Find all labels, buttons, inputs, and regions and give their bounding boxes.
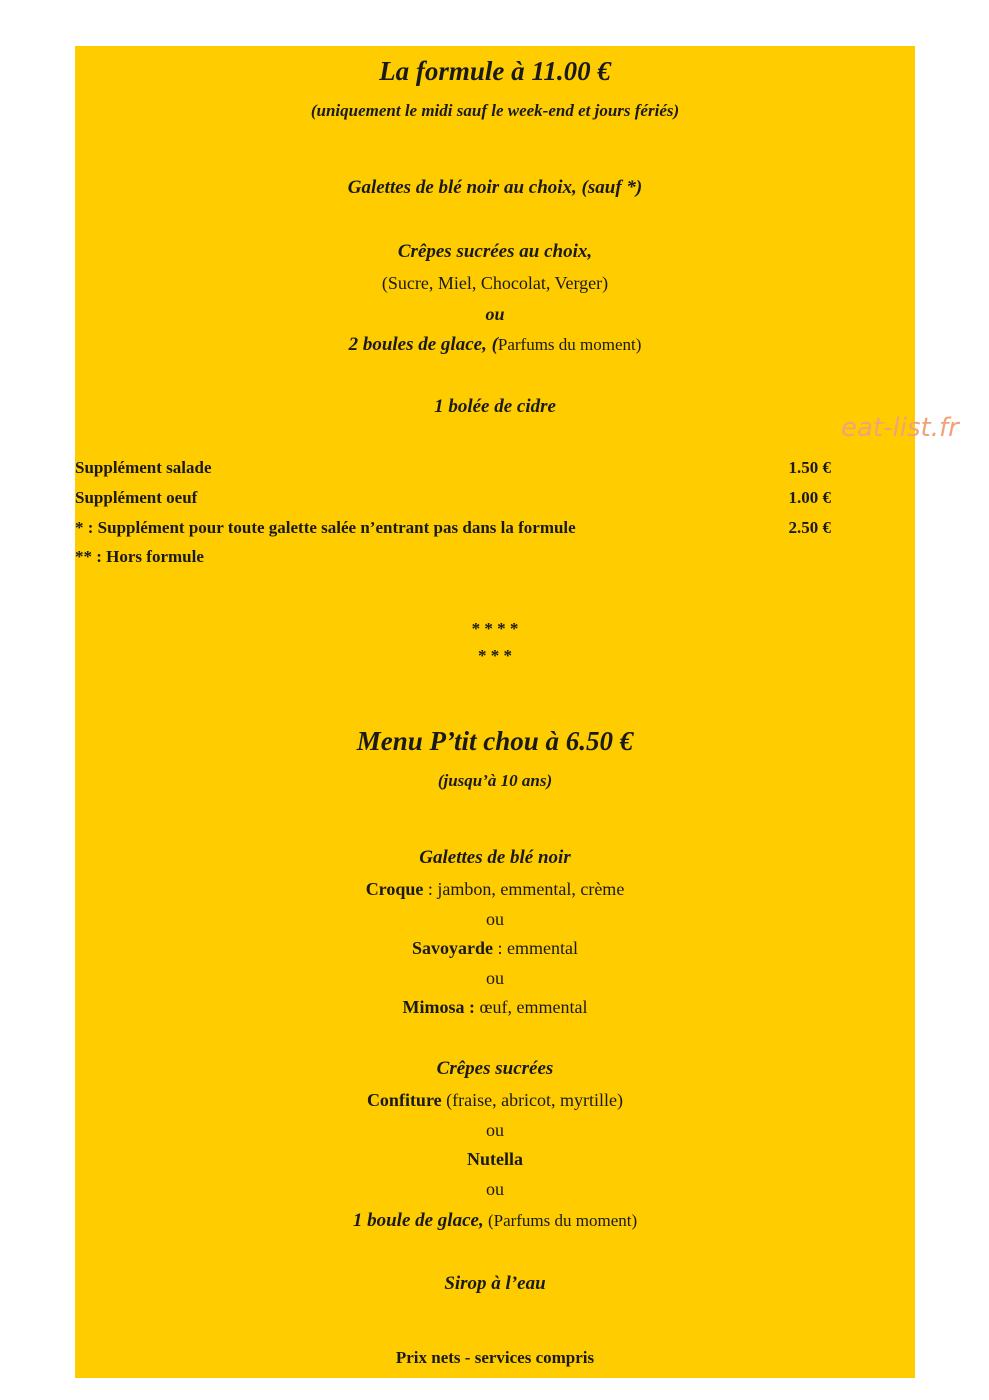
supplement-label: ** : Hors formule xyxy=(75,547,204,566)
formule-glace-rest: Parfums du moment) xyxy=(497,335,642,354)
menu-ou: ou xyxy=(486,1120,504,1140)
supplement-label: Supplément oeuf xyxy=(75,488,198,507)
menu-item-sirop: Sirop à l’eau xyxy=(444,1273,546,1294)
glace-rest: (Parfums du moment) xyxy=(483,1211,638,1230)
menu-item-mimosa xyxy=(75,997,915,1018)
formule-ou: ou xyxy=(485,304,505,324)
confiture-name: Confiture xyxy=(366,1090,442,1110)
menu-enfant-subtitle: (jusqu’à 10 ans) xyxy=(437,771,553,790)
watermark: eat-list.fr xyxy=(841,413,959,443)
croque-name: Croque xyxy=(365,879,424,899)
formule-glace-bold: 2 boules de glace, ( xyxy=(348,334,498,355)
formule-cidre: 1 bolée de cidre xyxy=(434,396,556,417)
formule-subtitle: (uniquement le midi sauf le week-end et jours fériés) xyxy=(310,101,680,120)
supplement-price: 2.50 € xyxy=(788,518,831,537)
supplement-price: 1.50 € xyxy=(788,458,831,477)
mimosa-name: Mimosa : xyxy=(402,997,475,1017)
mimosa-desc: œuf, emmental xyxy=(475,997,588,1017)
menu-item-confiture xyxy=(75,1090,915,1111)
menu-ou: ou xyxy=(486,1179,504,1199)
croque-desc: : jambon, emmental, crème xyxy=(423,879,625,899)
menu-item-nutella: Nutella xyxy=(467,1149,523,1169)
supplement-label: * : Supplément pour toute galette salée n’entrant pas dans la formule xyxy=(75,518,576,537)
menu-item-savoyarde xyxy=(75,938,915,959)
menu-enfant-galettes-title: Galettes de blé noir xyxy=(419,847,571,868)
menu-enfant-title: Menu P’tit chou à 6.50 € xyxy=(356,726,634,756)
menu-enfant-crepes-title: Crêpes sucrées xyxy=(436,1058,554,1079)
supplement-label: Supplément salade xyxy=(75,458,212,477)
menu-ou: ou xyxy=(486,909,504,929)
separator-stars: * * * xyxy=(478,646,512,665)
formule-glace xyxy=(75,334,915,356)
savoyarde-desc: : emmental xyxy=(493,938,578,958)
menu-page xyxy=(75,46,915,1378)
footer-note: Prix nets - services compris xyxy=(395,1348,595,1367)
formule-crepes-options: (Sucre, Miel, Chocolat, Verger) xyxy=(381,273,609,293)
confiture-desc: (fraise, abricot, myrtille) xyxy=(441,1090,624,1110)
menu-item-croque xyxy=(75,879,915,900)
formule-title: La formule à 11.00 € xyxy=(379,56,611,86)
menu-item-glace xyxy=(75,1210,915,1232)
separator-stars: * * * * xyxy=(471,619,519,638)
glace-bold: 1 boule de glace, xyxy=(352,1210,484,1231)
formule-galettes: Galettes de blé noir au choix, (sauf *) xyxy=(347,177,643,198)
formule-crepes-title: Crêpes sucrées au choix, xyxy=(397,241,593,262)
supplement-price: 1.00 € xyxy=(788,488,831,507)
savoyarde-name: Savoyarde xyxy=(412,938,493,958)
menu-ou: ou xyxy=(486,968,504,988)
